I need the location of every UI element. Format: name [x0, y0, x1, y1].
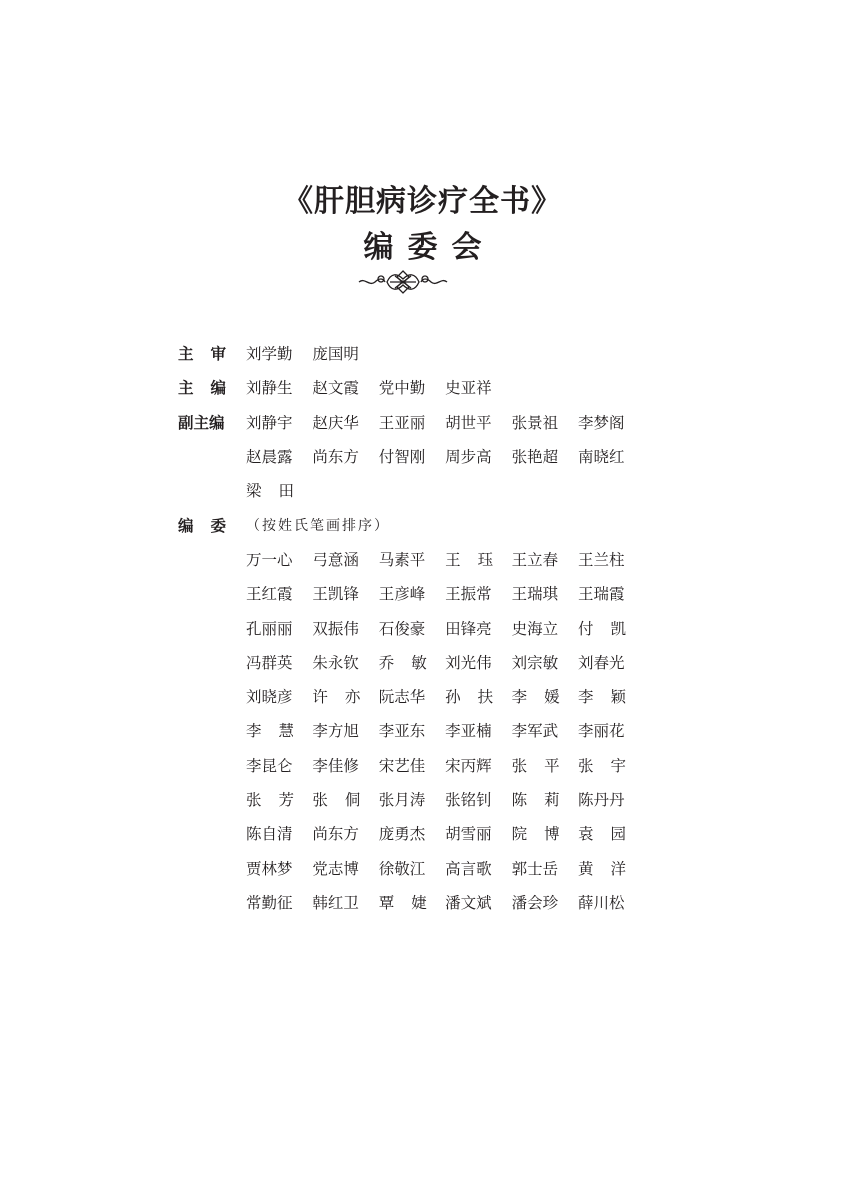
role-label-char: 主 — [178, 344, 194, 364]
names-list — [246, 651, 644, 673]
member-name: 刘宗敏 — [511, 653, 559, 672]
member-name: 黄洋 — [577, 859, 643, 878]
decorative-knot-icon — [357, 267, 449, 297]
names-list — [246, 445, 644, 467]
member-name: 张景祖 — [511, 413, 559, 432]
names-list — [246, 548, 644, 570]
member-name: 万一心 — [246, 550, 293, 569]
member-name: 刘春光 — [577, 653, 625, 672]
role-label-char: 编 — [178, 515, 194, 535]
role-label-char: 编 — [210, 378, 227, 398]
member-name: 梁田 — [246, 482, 312, 501]
names-list — [246, 685, 644, 707]
member-name: 史亚祥 — [445, 379, 492, 398]
role-label — [178, 376, 246, 398]
member-name: 双振伟 — [312, 619, 359, 638]
member-name: 庞国明 — [312, 345, 359, 364]
member-name: 南晓红 — [577, 448, 625, 467]
section-title: 编委会 — [363, 230, 496, 265]
member-name: 常勤征 — [246, 893, 293, 912]
role-label — [178, 342, 246, 364]
names-list — [246, 376, 512, 398]
member-name: 赵庆华 — [312, 413, 359, 432]
member-name: 徐敬江 — [378, 859, 426, 878]
member-name: 郭士岳 — [511, 859, 559, 878]
member-name: 石俊豪 — [378, 619, 426, 638]
member-name: 许亦 — [312, 688, 378, 707]
member-name: 田锋亮 — [445, 619, 492, 638]
member-name: 王瑞琪 — [511, 585, 559, 604]
names-list — [246, 822, 644, 844]
member-name: 李丽花 — [577, 722, 625, 741]
names-list — [246, 479, 312, 501]
member-name: 乔敏 — [378, 653, 444, 672]
member-name: 胡雪丽 — [445, 825, 492, 844]
member-name: 王彦峰 — [378, 585, 426, 604]
chief-editor-row — [178, 370, 658, 404]
member-name: 陈丹丹 — [577, 791, 625, 809]
member-name: 李亚东 — [378, 722, 426, 741]
member-name: 李军武 — [511, 722, 559, 741]
editorial-board-row — [178, 679, 658, 713]
deputy-editor-row — [178, 439, 658, 473]
member-name: 赵文霞 — [312, 379, 359, 398]
editorial-roster — [178, 336, 658, 919]
role-label — [178, 514, 246, 536]
member-name: 王凯锋 — [312, 585, 359, 604]
member-name: 尚东方 — [312, 825, 359, 844]
member-name: 马素平 — [378, 550, 426, 569]
member-name: 张侗 — [312, 791, 378, 809]
member-name: 刘静生 — [246, 379, 293, 398]
member-name: 王亚丽 — [378, 413, 426, 432]
names-list — [246, 857, 644, 879]
member-name: 尚东方 — [312, 448, 359, 467]
member-name: 胡世平 — [445, 413, 492, 432]
member-name: 袁园 — [577, 825, 643, 844]
member-name: 王红霞 — [246, 585, 293, 604]
names-list — [246, 754, 644, 776]
names-list — [246, 342, 379, 364]
deputy-editor-row — [178, 473, 658, 507]
member-name: 韩红卫 — [312, 893, 359, 912]
member-name: 阮志华 — [378, 688, 426, 707]
member-name: 张月涛 — [378, 791, 426, 809]
editorial-board-row — [178, 885, 658, 919]
member-name: 赵晨露 — [246, 448, 293, 467]
editorial-board-row — [178, 713, 658, 747]
member-name: 王振常 — [445, 585, 492, 604]
member-name: 刘光伟 — [445, 653, 492, 672]
member-name: 薛川松 — [577, 893, 625, 912]
member-name: 庞勇杰 — [378, 825, 426, 844]
member-name: 李方旭 — [312, 722, 359, 741]
member-name: 贾林梦 — [246, 859, 293, 878]
member-name: 宋丙辉 — [445, 756, 492, 775]
member-name: 付智刚 — [378, 448, 426, 467]
member-name: 刘静宇 — [246, 413, 293, 432]
member-name: 朱永钦 — [312, 653, 359, 672]
member-name: 高言歌 — [445, 859, 492, 878]
member-name: 孙扶 — [445, 688, 511, 707]
sort-note: （按姓氏笔画排序） — [246, 517, 390, 534]
editorial-board-row — [178, 816, 658, 850]
member-name: 李媛 — [511, 688, 577, 707]
member-name: 李慧 — [246, 722, 312, 741]
editorial-board-row — [178, 542, 658, 576]
member-name: 张宇 — [577, 756, 643, 775]
member-name: 李颖 — [577, 688, 643, 707]
member-name: 李佳修 — [312, 756, 359, 775]
member-name: 史海立 — [511, 619, 559, 638]
member-name: 陈莉 — [511, 791, 577, 809]
member-name: 李昆仑 — [246, 756, 293, 775]
member-name: 党中勤 — [378, 379, 426, 398]
editorial-board-row — [178, 850, 658, 884]
editorial-board-row — [178, 610, 658, 644]
role-label-char: 主 — [178, 378, 194, 398]
book-title: 《肝胆病诊疗全书》 — [283, 184, 562, 219]
member-name: 周步高 — [445, 448, 492, 467]
member-name: 潘会珍 — [511, 893, 559, 912]
member-name: 宋艺佳 — [378, 756, 426, 775]
member-name: 覃婕 — [378, 893, 444, 912]
role-label-char: 委 — [210, 515, 227, 535]
member-name: 院博 — [511, 825, 577, 844]
member-name: 潘文斌 — [445, 893, 492, 912]
names-list — [246, 891, 644, 913]
member-name: 张艳超 — [511, 448, 559, 467]
member-name: 王珏 — [445, 550, 511, 569]
member-name: 王立春 — [511, 550, 559, 569]
member-name: 付凯 — [577, 619, 643, 638]
editorial-board-row — [178, 782, 658, 816]
names-list — [246, 719, 644, 741]
names-list — [246, 411, 644, 433]
editorial-board-row — [178, 576, 658, 610]
member-name: 王兰柱 — [577, 550, 625, 569]
member-name: 李梦阁 — [577, 413, 625, 432]
member-name: 李亚楠 — [445, 722, 492, 741]
member-name: 刘晓彦 — [246, 688, 293, 707]
role-label: 副主编 — [178, 412, 225, 432]
member-name: 张平 — [511, 756, 577, 775]
member-name: 陈自清 — [246, 825, 293, 844]
member-name: 张芳 — [246, 791, 312, 809]
names-list — [246, 582, 644, 604]
member-name: 党志博 — [312, 859, 359, 878]
member-name: 冯群英 — [246, 653, 293, 672]
member-name: 孔丽丽 — [246, 619, 293, 638]
names-list — [246, 788, 644, 810]
chief-reviewer-row — [178, 336, 658, 370]
editorial-board-row — [178, 748, 658, 782]
member-name: 刘学勤 — [246, 345, 293, 364]
names-list — [246, 617, 644, 639]
role-label-char: 审 — [210, 344, 227, 364]
editorial-board-header-row — [178, 507, 658, 541]
editorial-board-row — [178, 645, 658, 679]
deputy-editor-row — [178, 405, 658, 439]
member-name: 弓意涵 — [312, 550, 359, 569]
member-name: 张铭钊 — [445, 791, 492, 809]
member-name: 王瑞霞 — [577, 585, 625, 604]
